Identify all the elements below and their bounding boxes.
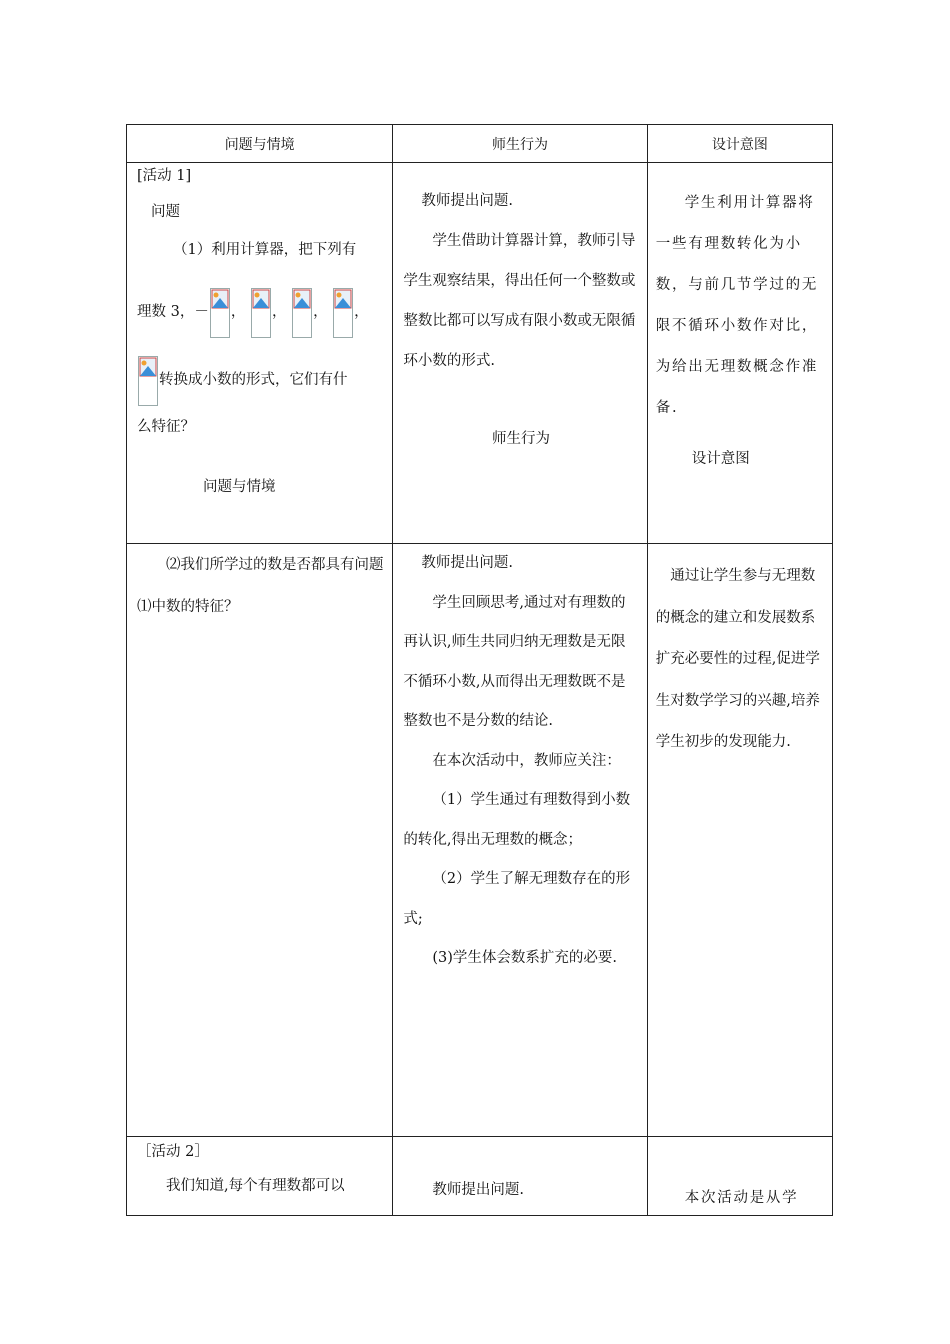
intent-1: 学生利用计算器将一些有理数转化为小数，与前几节学过的无限不循环小数作对比，为给出无理数概念作准备. [655,195,819,416]
focus-point-1: （1）学生通过有理数得到小数的转化,得出无理数的概念； [403,792,631,848]
intent-2: 通过让学生参与无理数的概念的建立和发展数系扩充必要性的过程,促进学生对数学学习的兴趣,培养学生初步的发现能力. [655,568,820,750]
repeated-header-behavior: 师生行为 [492,431,551,447]
teacher-focus: 在本次活动中，教师应关注： [432,752,621,769]
broken-image-icon [292,288,312,338]
broken-image-icon [138,356,158,406]
table-row [127,1137,833,1216]
row2-behavior-cell [393,544,647,1137]
question-2: ⑵我们所学过的数是否都具有问题⑴中数的特征？ [137,557,384,615]
row1-behavior-cell [393,163,647,544]
teacher-asks-3: 教师提出问题. [432,1182,524,1198]
table-header-row [127,125,833,163]
focus-point-2: （2）学生了解无理数存在的形式; [403,871,631,927]
numbers-prefix: 理数 3，－ [137,304,209,320]
broken-image-icon [333,288,353,338]
row3-intent-cell [647,1137,832,1216]
students-review: 学生回顾思考,通过对有理数的再认识,师生共同归纳无理数是无限不循环小数,从而得出无理数既不是整数也不是分数的结论. [403,594,626,729]
table-row [127,163,833,544]
row2-intent-cell [647,544,832,1137]
repeated-header-intent: 设计意图 [691,451,750,467]
row2-problem-cell [127,544,393,1137]
broken-image-icon [251,288,271,338]
question-1-numbers: 理数 3，－ ， ， ， ， [137,285,384,339]
row1-problem-cell [127,163,393,544]
row1-intent-cell [647,163,832,544]
activity-label: [活动 1] [137,168,192,184]
header-problem-context: 问题与情境 [127,125,393,163]
activity-2-text: 我们知道,每个有理数都可以 [166,1178,345,1194]
teacher-asks-2: 教师提出问题. [421,555,513,571]
problem-label: 问题 [151,204,180,220]
lesson-table [126,124,833,1216]
question-1-end2: 么特征？ [137,419,195,435]
header-design-intent: 设计意图 [647,125,832,163]
repeated-header-problem: 问题与情境 [203,479,276,495]
header-teacher-student-behavior: 师生行为 [393,125,647,163]
intent-3: 本次活动是从学 [684,1190,799,1206]
table-row [127,544,833,1137]
row3-behavior-cell [393,1137,647,1216]
row3-problem-cell [127,1137,393,1216]
question-1-end: 转换成小数的形式，它们有什 [159,372,348,388]
teacher-asks: 教师提出问题. [421,193,513,209]
question-1-start: （1）利用计算器，把下列有 [173,242,357,258]
question-1-end-line [137,353,384,407]
students-calc: 学生借助计算器计算，教师引导学生观察结果，得出任何一个整数或整数比都可以写成有限小数或无限循环小数的形式. [403,233,636,369]
focus-point-3: (3)学生体会数系扩充的必要. [432,950,618,966]
broken-image-icon [210,288,230,338]
activity-2-label: ［活动 2］ [137,1144,209,1160]
